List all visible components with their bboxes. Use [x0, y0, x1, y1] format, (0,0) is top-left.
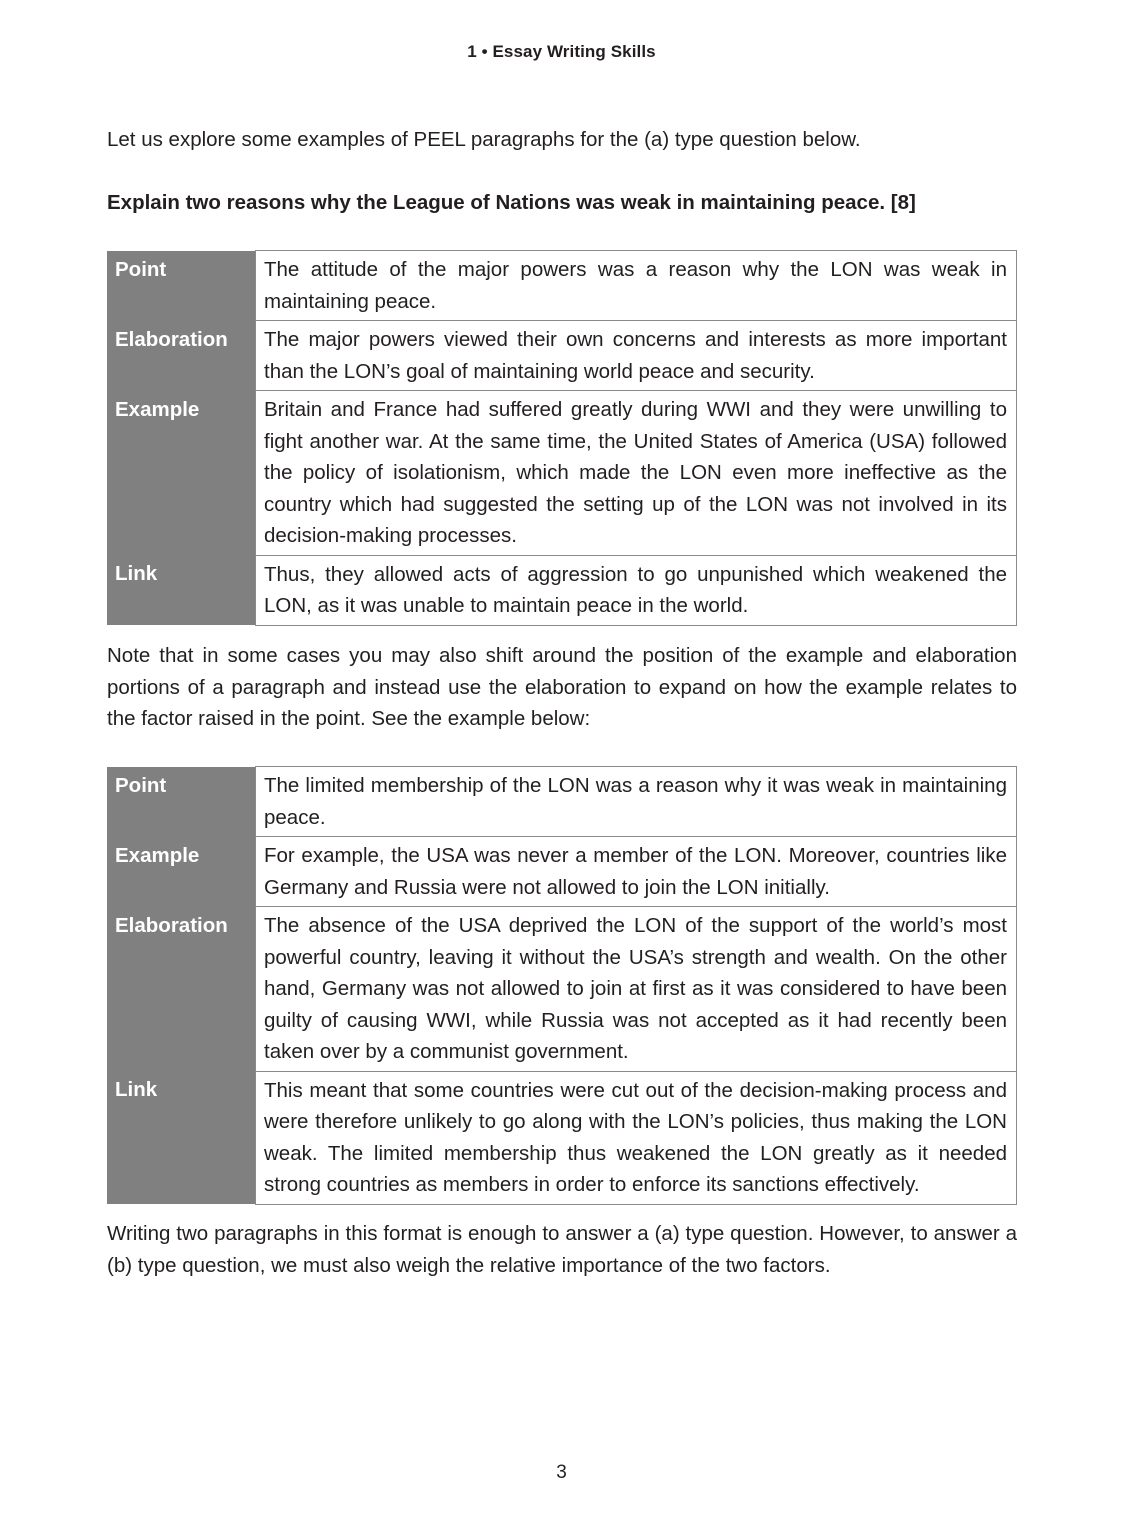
table-row — [107, 1071, 1017, 1204]
row-label-link: Link — [107, 1071, 256, 1204]
peel-table-2 — [107, 766, 1017, 1205]
row-label-elaboration: Elaboration — [107, 321, 256, 391]
row-text-example: For example, the USA was never a member of the LON. Moreover, countries like Germany and Russia were not allowed to join the LON initially. — [256, 837, 1017, 907]
closing-paragraph: Writing two paragraphs in this format is enough to answer a (a) type question. However, to answer a (b) type question, we must also weigh the relative importance of the two factors. — [107, 1222, 1017, 1277]
row-text-example: Britain and France had suffered greatly during WWI and they were unwilling to fight another war. At the same time, the United States of America (USA) followed the policy of isolationism, which made the LON even more ineffective as the country which had suggested the setting up of the LON was not involved in its decision-making processes. — [256, 391, 1017, 556]
running-header: 1 • Essay Writing Skills — [467, 42, 656, 61]
table-row — [107, 767, 1017, 837]
row-text-elaboration: The absence of the USA deprived the LON of the support of the world’s most powerful country, leaving it without the USA’s strength and wealth. On the other hand, Germany was not allowed to join at first as it was considered to have been guilty of causing WWI, while Russia was not accepted as it had recently been taken over by a communist government. — [256, 907, 1017, 1072]
row-label-example: Example — [107, 837, 256, 907]
table-row — [107, 391, 1017, 556]
row-text-elaboration: The major powers viewed their own concerns and interests as more important than the LON’s goal of maintaining world peace and security. — [256, 321, 1017, 391]
row-text-link: Thus, they allowed acts of aggression to go unpunished which weakened the LON, as it was unable to maintain peace in the world. — [256, 555, 1017, 625]
note-paragraph: Note that in some cases you may also shift around the position of the example and elaboration portions of a paragraph and instead use the elaboration to expand on how the example relates to the factor raised in the point. See the example below: — [107, 644, 1017, 730]
table-row — [107, 837, 1017, 907]
intro-paragraph: Let us explore some examples of PEEL paragraphs for the (a) type question below. — [107, 128, 861, 151]
row-text-point: The limited membership of the LON was a reason why it was weak in maintaining peace. — [256, 767, 1017, 837]
table-row — [107, 907, 1017, 1072]
table-row — [107, 321, 1017, 391]
row-label-point: Point — [107, 251, 256, 321]
row-text-link: This meant that some countries were cut out of the decision-making process and were therefore unlikely to go along with the LON’s policies, thus making the LON weak. The limited membership thus weakened the LON greatly as it needed strong countries as members in order to enforce its sanctions effectively. — [256, 1071, 1017, 1204]
table-row — [107, 251, 1017, 321]
table-row — [107, 555, 1017, 625]
page-number: 3 — [556, 1462, 567, 1483]
row-label-elaboration: Elaboration — [107, 907, 256, 1072]
question-heading: Explain two reasons why the League of Nations was weak in maintaining peace. [8] — [107, 191, 916, 214]
row-text-point: The attitude of the major powers was a reason why the LON was weak in maintaining peace. — [256, 251, 1017, 321]
row-label-link: Link — [107, 555, 256, 625]
row-label-example: Example — [107, 391, 256, 556]
peel-table-1 — [107, 250, 1017, 626]
row-label-point: Point — [107, 767, 256, 837]
